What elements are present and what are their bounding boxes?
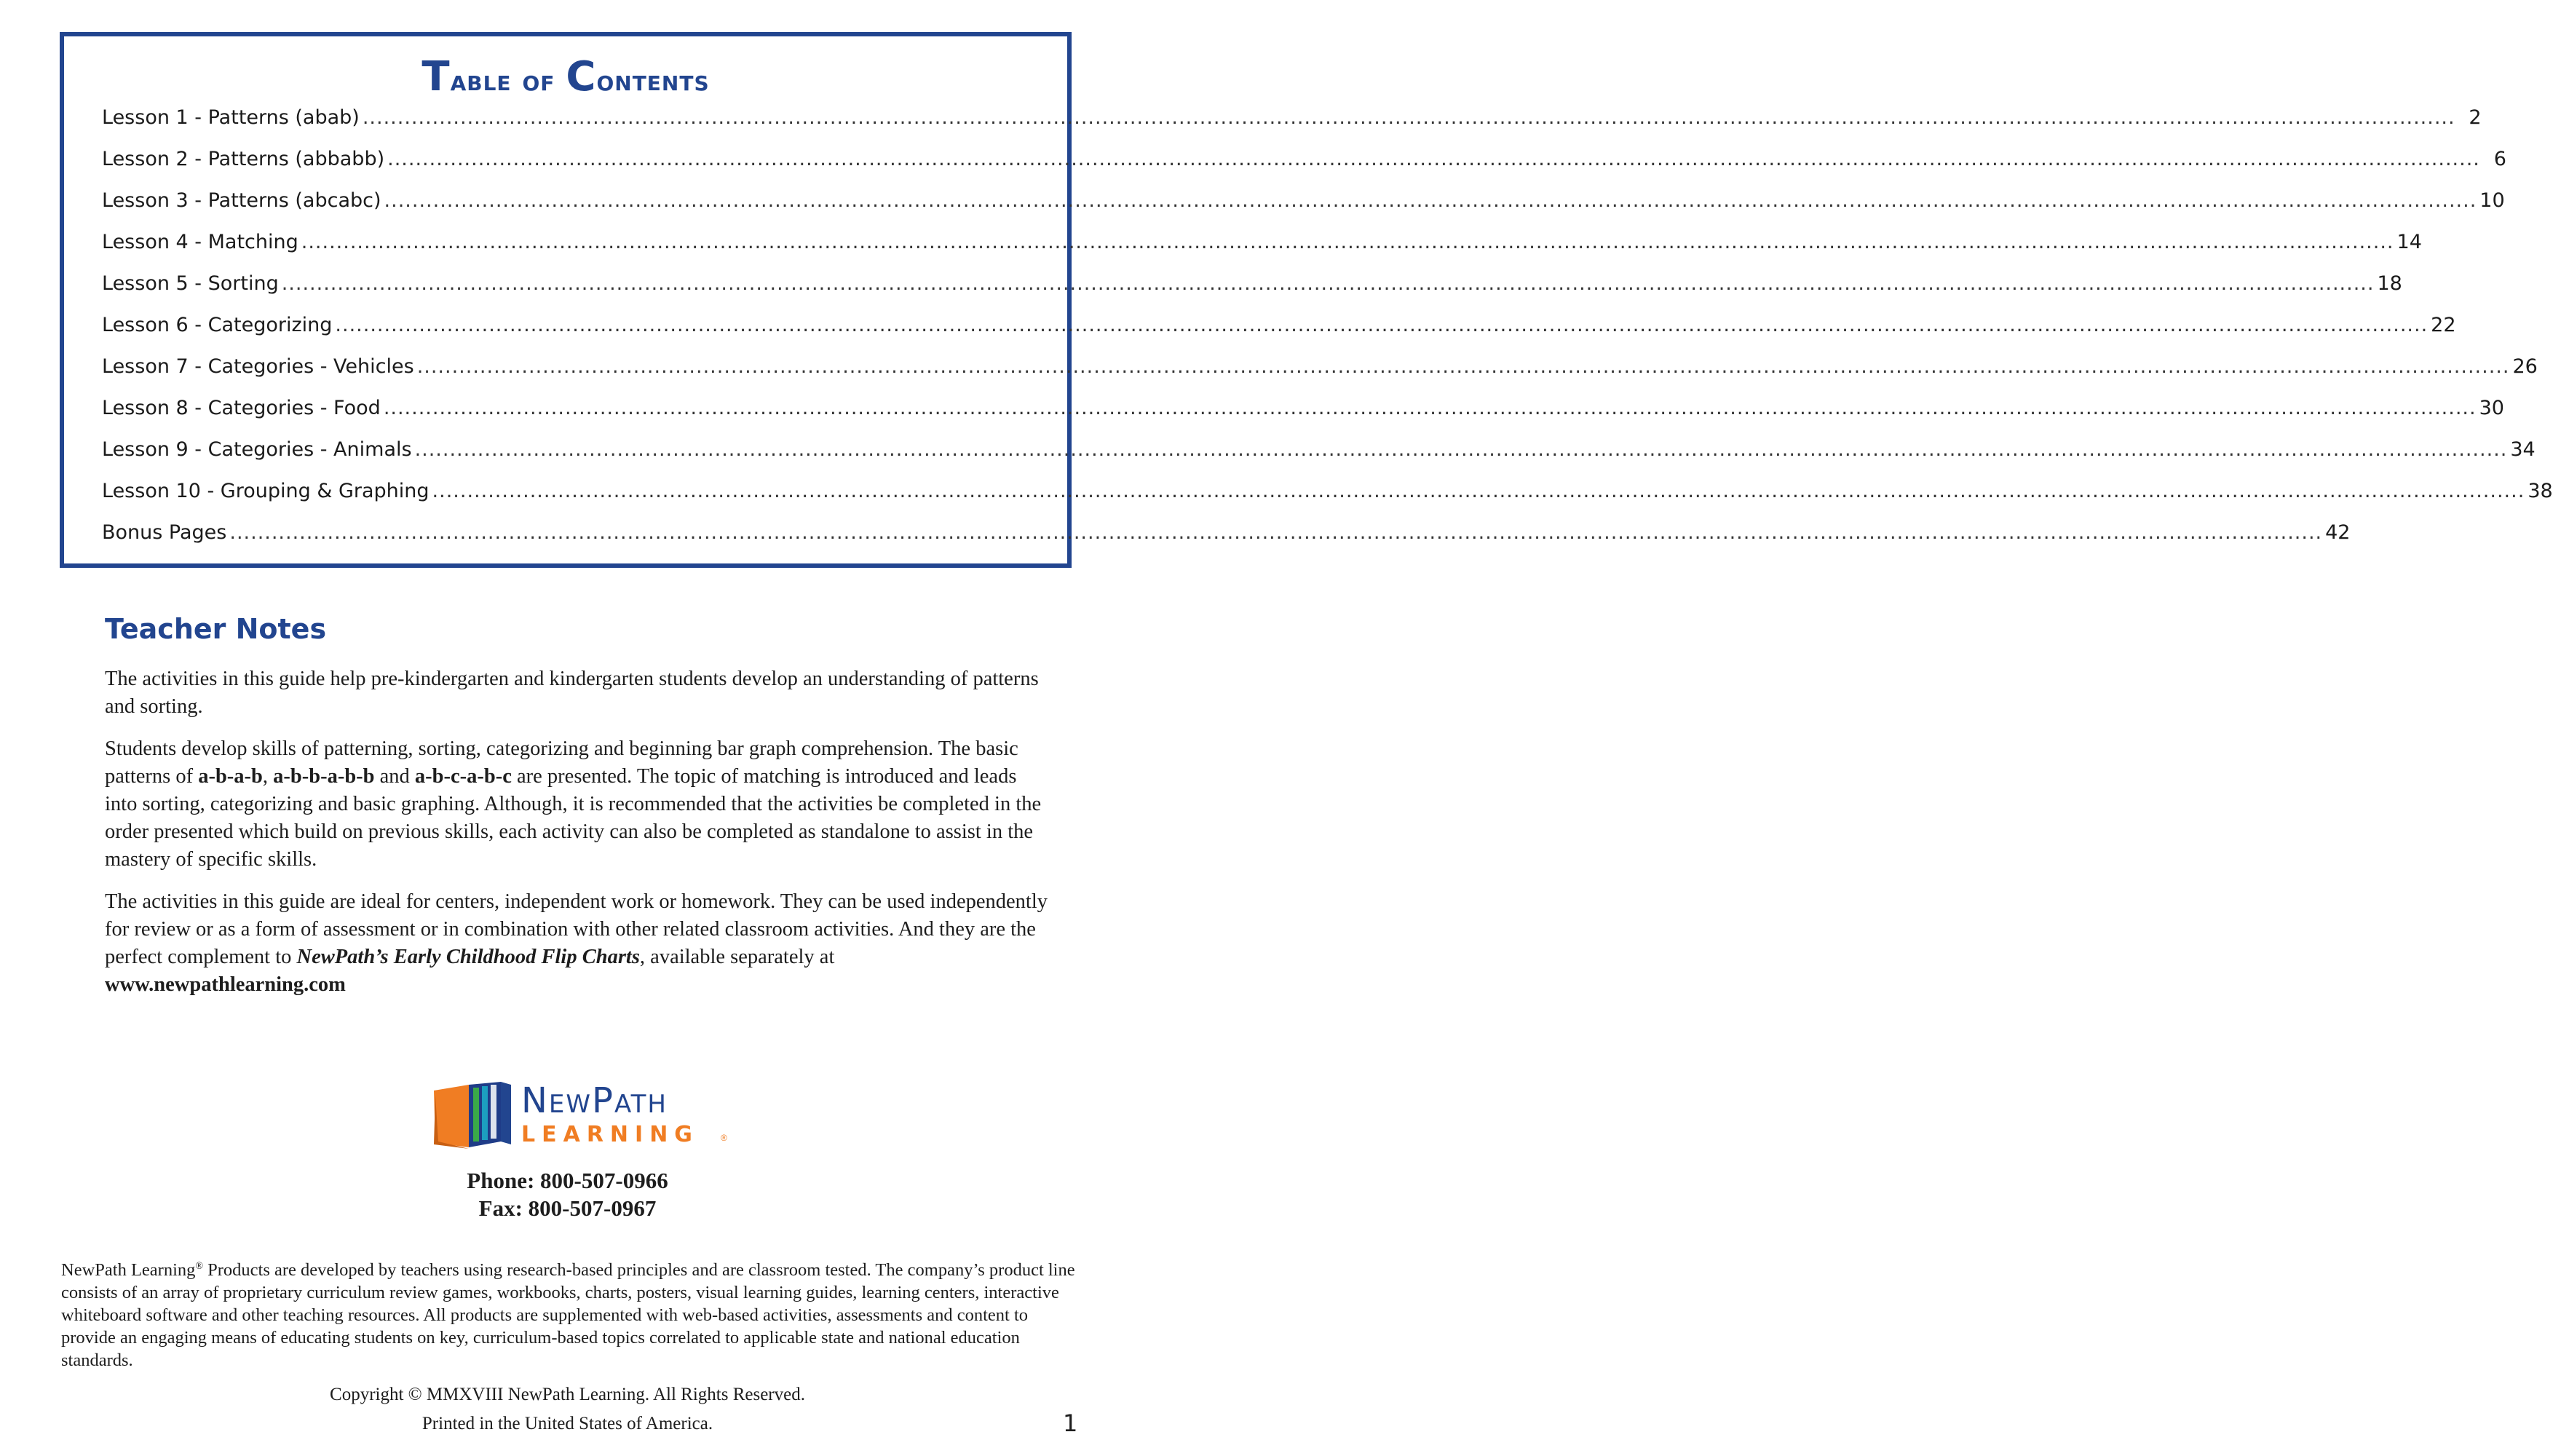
toc-title-initial-2: C: [566, 53, 597, 100]
p3-text: The activities in this guide are ideal for centers, independent work or homework. They can be used independently for review or as a form of assessment or in combination with other related classroom activities. And they are the perfect complement to: [105, 890, 1048, 968]
toc-title: [64, 52, 1067, 101]
toc-entry-page: 14: [2396, 231, 2422, 253]
toc-leader-dots: ............................................................................................................................................................................................................................................................................................................: [416, 355, 2510, 378]
toc-entry[interactable]: [102, 397, 2504, 438]
toc-leader-dots: ............................................................................................................................................................................................................................................................................................................: [384, 189, 2477, 212]
company-brand: NewPath Learning: [61, 1260, 196, 1281]
toc-leader-dots: ............................................................................................................................................................................................................................................................................................................: [335, 314, 2429, 336]
toc-leader-dots: ............................................................................................................................................................................................................................................................................................................: [229, 521, 2323, 544]
toc-leader-dots: ............................................................................................................................................................................................................................................................................................................: [414, 438, 2508, 461]
page-number: 1: [1063, 1409, 1078, 1437]
toc-entry-label: Lesson 7 - Categories - Vehicles: [102, 355, 414, 378]
toc-entry[interactable]: [102, 148, 2506, 189]
toc-entry-label: Lesson 2 - Patterns (abbabb): [102, 148, 385, 170]
toc-list: [102, 106, 2553, 563]
registered-mark: ®: [195, 1261, 204, 1272]
toc-title-initial-1: T: [421, 53, 451, 100]
toc-entry[interactable]: [102, 272, 2402, 314]
toc-entry[interactable]: [102, 480, 2553, 521]
p2-text: ,: [262, 765, 274, 788]
website-link[interactable]: www.newpathlearning.com: [105, 973, 346, 996]
toc-entry[interactable]: [102, 355, 2538, 397]
toc-entry[interactable]: [102, 106, 2482, 148]
toc-entry-label: Lesson 6 - Categorizing: [102, 314, 333, 336]
teacher-notes-paragraph-2: [105, 735, 1051, 874]
teacher-notes-paragraph-3: [105, 888, 1051, 999]
newpath-learning-logo: [431, 1080, 737, 1160]
toc-entry[interactable]: [102, 521, 2351, 563]
toc-leader-dots: ............................................................................................................................................................................................................................................................................................................: [387, 148, 2480, 170]
logo-wordmark-learning: LEARNING: [521, 1122, 699, 1147]
copyright-notice: Copyright © MMXVIII NewPath Learning. All Rights Reserved.: [330, 1385, 805, 1404]
toc-entry-label: Lesson 4 - Matching: [102, 231, 298, 253]
toc-leader-dots: ............................................................................................................................................................................................................................................................................................................: [301, 231, 2394, 253]
pattern-abcabc: a-b-c-a-b-c: [414, 765, 512, 788]
toc-entry[interactable]: [102, 438, 2536, 480]
toc-entry-label: Lesson 5 - Sorting: [102, 272, 279, 295]
toc-entry[interactable]: [102, 231, 2422, 272]
toc-title-rest-1: able of: [450, 64, 566, 98]
logo-wordmark-newpath: NewPath: [521, 1080, 668, 1121]
toc-entry-label: Bonus Pages: [102, 521, 227, 544]
toc-entry-page: 38: [2528, 480, 2553, 502]
pattern-abab: a-b-a-b: [198, 765, 263, 788]
toc-entry-page: 34: [2510, 438, 2536, 461]
toc-title-rest-2: ontents: [596, 64, 710, 98]
teacher-notes-paragraph-1: The activities in this guide help pre-kindergarten and kindergarten students develop an understanding of patterns and sorting.: [105, 668, 1039, 718]
toc-leader-dots: ............................................................................................................................................................................................................................................................................................................: [432, 480, 2525, 502]
toc-leader-dots: ............................................................................................................................................................................................................................................................................................................: [383, 397, 2477, 419]
toc-entry-label: Lesson 10 - Grouping & Graphing: [102, 480, 430, 502]
toc-entry-label: Lesson 1 - Patterns (abab): [102, 106, 360, 129]
toc-entry-page: 26: [2512, 355, 2538, 378]
toc-leader-dots: ............................................................................................................................................................................................................................................................................................................: [362, 106, 2455, 129]
toc-entry-page: 42: [2325, 521, 2351, 544]
company-description: [61, 1255, 1080, 1372]
toc-entry-page: 22: [2431, 314, 2456, 336]
toc-leader-dots: ............................................................................................................................................................................................................................................................................................................: [281, 272, 2375, 295]
phone-number: Phone: 800-507-0966: [467, 1168, 668, 1193]
book-pages-icon: [431, 1080, 515, 1150]
toc-entry-page: 2: [2469, 106, 2482, 129]
toc-entry-label: Lesson 3 - Patterns (abcabc): [102, 189, 381, 212]
pattern-abbabb: a-b-b-a-b-b: [273, 765, 375, 788]
toc-entry[interactable]: [102, 189, 2505, 231]
p2-text: and: [374, 765, 415, 788]
teacher-notes-body: [105, 665, 1051, 1013]
toc-entry-page: 10: [2479, 189, 2505, 212]
fax-number: Fax: 800-507-0967: [478, 1195, 657, 1221]
p3-text: , available separately at: [639, 946, 835, 968]
toc-entry-label: Lesson 9 - Categories - Animals: [102, 438, 412, 461]
product-name: NewPath’s Early Childhood Flip Charts: [296, 946, 640, 968]
company-description-text: Products are developed by teachers using research-based principles and are classroom tested. The company’s product line consists of an array of proprietary curriculum review games, workbooks, charts, posters, visual learning guides, learning centers, interactive whiteboard software and other teaching resources. All products are supplemented with web-based activities, assessments and content to provide an engaging means of educating students on key, curriculum-based topics correlated to applicable state and national education standards.: [61, 1260, 1075, 1371]
toc-entry[interactable]: [102, 314, 2456, 355]
logo-registered-mark: ®: [721, 1133, 727, 1143]
toc-entry-page: 18: [2377, 272, 2402, 295]
table-of-contents: [60, 32, 2553, 568]
printed-notice: Printed in the United States of America.: [421, 1414, 713, 1433]
toc-entry-label: Lesson 8 - Categories - Food: [102, 397, 381, 419]
toc-entry-page: 6: [2493, 148, 2506, 170]
toc-entry-page: 30: [2479, 397, 2504, 419]
p2-text: Students develop skills of patterning, sorting, categorizing and beginning bar graph comprehension. The basic patterns of: [105, 737, 1018, 788]
p2-text: are presented. The topic of matching is introduced and leads into sorting, categorizing and basic graphing. Although, it is recommended that the activities be completed in the order presented which build on previous skills, each activity can also be completed as standalone to assist in the mastery of specific skills.: [105, 765, 1042, 871]
teacher-notes-heading: Teacher Notes: [105, 613, 327, 645]
